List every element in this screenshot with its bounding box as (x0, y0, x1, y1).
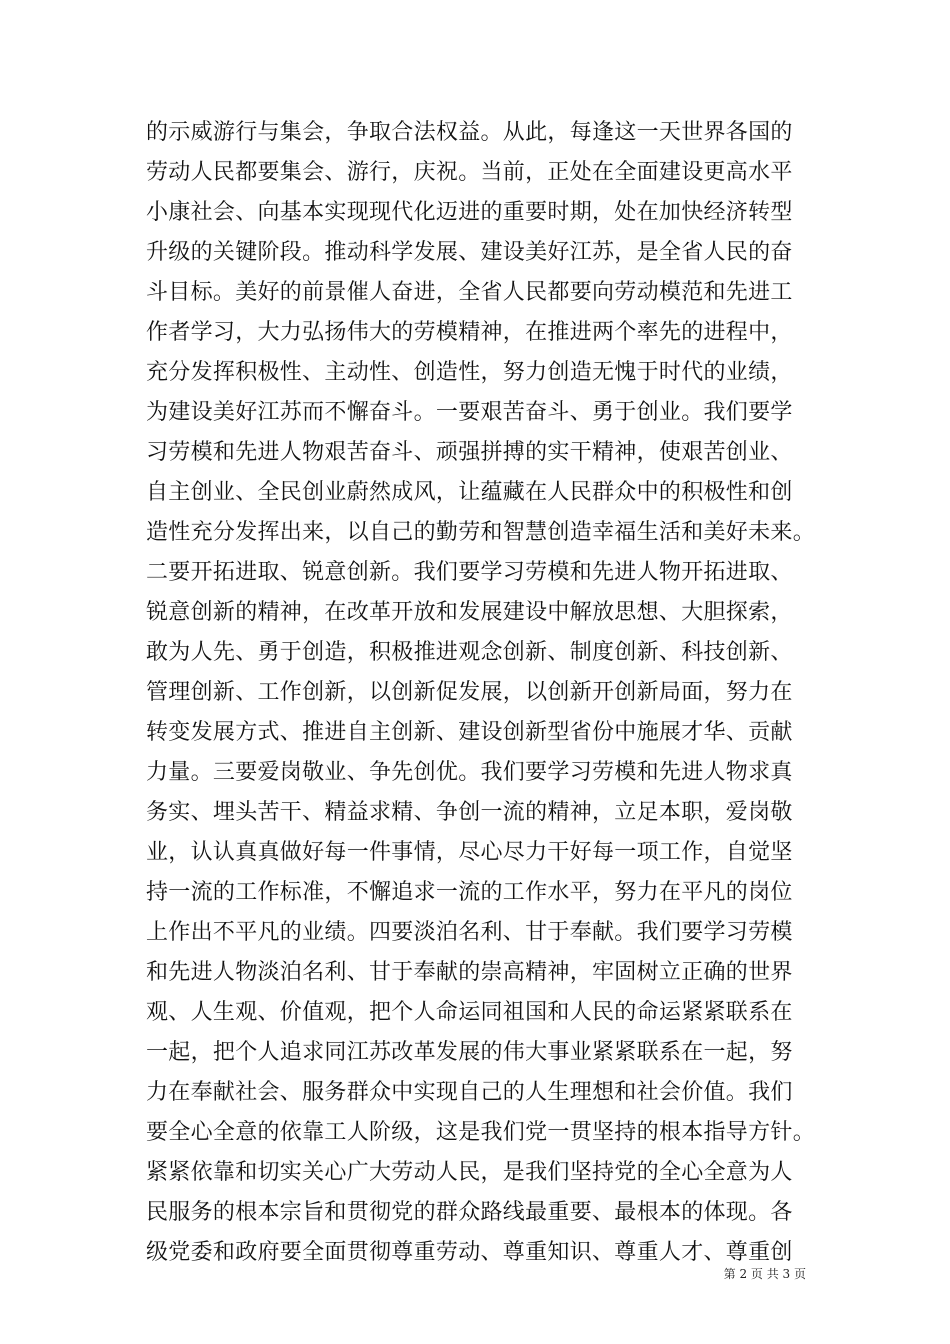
text-line: 造性充分发挥出来，以自己的勤劳和智慧创造幸福生活和美好未来。 (146, 520, 816, 545)
text-line: 要全心全意的依靠工人阶级，这是我们党一贯坚持的根本指导方针。 (146, 1120, 816, 1145)
text-line: 观、人生观、价值观，把个人命运同祖国和人民的命运紧紧联系在 (146, 1000, 793, 1025)
text-line: 级党委和政府要全面贯彻尊重劳动、尊重知识、尊重人才、尊重创 (146, 1240, 793, 1265)
text-line: 斗目标。美好的前景催人奋进，全省人民都要向劳动模范和先进工 (146, 280, 793, 305)
text-line: 上作出不平凡的业绩。四要淡泊名利、甘于奉献。我们要学习劳模 (146, 920, 793, 945)
text-line: 自主创业、全民创业蔚然成风，让蕴藏在人民群众中的积极性和创 (146, 480, 793, 505)
text-line: 务实、埋头苦干、精益求精、争创一流的精神，立足本职，爱岗敬 (146, 800, 793, 825)
text-line: 敢为人先、勇于创造，积极推进观念创新、制度创新、科技创新、 (146, 640, 793, 665)
page-footer (0, 1266, 950, 1282)
text-line: 劳动人民都要集会、游行，庆祝。当前，正处在全面建设更高水平 (146, 160, 793, 185)
text-line: 为建设美好江苏而不懈奋斗。一要艰苦奋斗、勇于创业。我们要学 (146, 400, 793, 425)
page-number: 第 2 页 共 3 页 (723, 1267, 806, 1281)
body-text (146, 113, 826, 1273)
text-line: 的示威游行与集会，争取合法权益。从此，每逢这一天世界各国的 (146, 120, 793, 145)
text-line: 一起，把个人追求同江苏改革发展的伟大事业紧紧联系在一起，努 (146, 1040, 793, 1065)
text-line: 业，认认真真做好每一件事情，尽心尽力干好每一项工作，自觉坚 (146, 840, 793, 865)
text-line: 锐意创新的精神，在改革开放和发展建设中解放思想、大胆探索， (146, 600, 793, 625)
text-line: 持一流的工作标准，不懈追求一流的工作水平，努力在平凡的岗位 (146, 880, 793, 905)
text-line: 习劳模和先进人物艰苦奋斗、顽强拼搏的实干精神，使艰苦创业、 (146, 440, 793, 465)
text-line: 力量。三要爱岗敬业、争先创优。我们要学习劳模和先进人物求真 (146, 760, 793, 785)
text-line: 和先进人物淡泊名利、甘于奉献的崇高精神，牢固树立正确的世界 (146, 960, 793, 985)
text-line: 力在奉献社会、服务群众中实现自己的人生理想和社会价值。我们 (146, 1080, 793, 1105)
text-line: 管理创新、工作创新，以创新促发展，以创新开创新局面，努力在 (146, 680, 793, 705)
text-line: 充分发挥积极性、主动性、创造性，努力创造无愧于时代的业绩， (146, 360, 793, 385)
text-line: 小康社会、向基本实现现代化迈进的重要时期，处在加快经济转型 (146, 200, 793, 225)
text-line: 民服务的根本宗旨和贯彻党的群众路线最重要、最根本的体现。各 (146, 1200, 793, 1225)
text-line: 二要开拓进取、锐意创新。我们要学习劳模和先进人物开拓进取、 (146, 560, 793, 585)
text-line: 作者学习，大力弘扬伟大的劳模精神，在推进两个率先的进程中， (146, 320, 793, 345)
text-line: 转变发展方式、推进自主创新、建设创新型省份中施展才华、贡献 (146, 720, 793, 745)
text-line: 紧紧依靠和切实关心广大劳动人民，是我们坚持党的全心全意为人 (146, 1160, 793, 1185)
text-line: 升级的关键阶段。推动科学发展、建设美好江苏，是全省人民的奋 (146, 240, 793, 265)
